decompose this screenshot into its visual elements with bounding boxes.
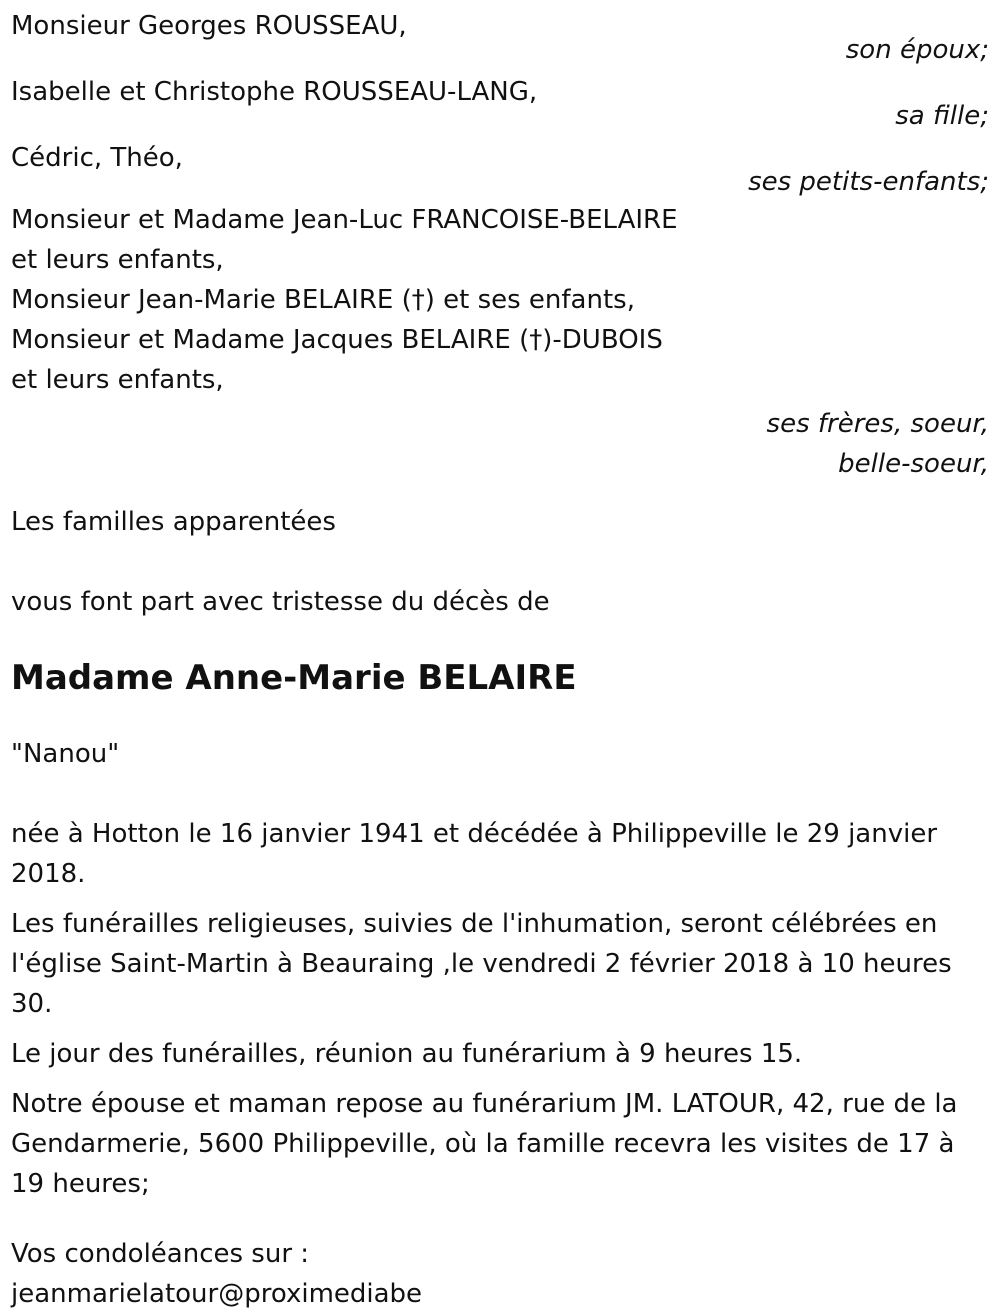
family-member-line: Monsieur et Madame Jean-Luc FRANCOISE-BELAIRE	[11, 205, 678, 235]
family-member-line: Isabelle et Christophe ROUSSEAU-LANG,	[11, 77, 538, 107]
related-families: Les familles apparentées	[11, 507, 336, 537]
family-member-line: Monsieur Jean-Marie BELAIRE (†) et ses enfants,	[11, 285, 635, 315]
family-group-grandchildren	[11, 138, 989, 202]
family-group-spouse	[11, 6, 989, 70]
family-member-line: et leurs enfants,	[11, 245, 224, 275]
relation-label: belle-soeur,	[838, 449, 989, 479]
family-group-siblings	[11, 200, 989, 484]
condolences-label: Vos condoléances sur :	[11, 1239, 310, 1269]
family-group-daughter	[11, 72, 989, 136]
condolences-address[interactable]: jeanmarielatour@proximediabe	[11, 1279, 423, 1309]
family-member-line: Monsieur Georges ROUSSEAU,	[11, 11, 407, 41]
deceased-name: Madame Anne-Marie BELAIRE	[11, 658, 577, 698]
relation-label: sa fille;	[895, 101, 989, 131]
deceased-nickname: "Nanou"	[11, 739, 120, 769]
condolences-section	[11, 1234, 989, 1314]
obituary-notice	[11, 6, 989, 1314]
relation-label: ses frères, soeur,	[766, 409, 989, 439]
relation-label: ses petits-enfants;	[748, 167, 989, 197]
visitation-paragraph: Notre épouse et maman repose au funérarium JM. LATOUR, 42, rue de la Gendarmerie, 5600 Philippeville, où la famille recevra les visites de 17 à 19 heures;	[11, 1089, 958, 1199]
details-section	[11, 814, 989, 1204]
funeral-paragraph: Les funérailles religieuses, suivies de l'inhumation, seront célébrées en l'église Saint-Martin à Beauraing ,le vendredi 2 février 2018 à 10 heures 30.	[11, 909, 952, 1019]
relation-label: son époux;	[845, 35, 989, 65]
family-member-line: Monsieur et Madame Jacques BELAIRE (†)-DUBOIS	[11, 325, 663, 355]
announcement-text: vous font part avec tristesse du décès de	[11, 587, 550, 617]
family-member-line: Cédric, Théo,	[11, 143, 183, 173]
family-member-line: et leurs enfants,	[11, 365, 224, 395]
meeting-paragraph: Le jour des funérailles, réunion au funérarium à 9 heures 15.	[11, 1039, 803, 1069]
birth-death-paragraph: née à Hotton le 16 janvier 1941 et décédée à Philippeville le 29 janvier 2018.	[11, 819, 938, 889]
